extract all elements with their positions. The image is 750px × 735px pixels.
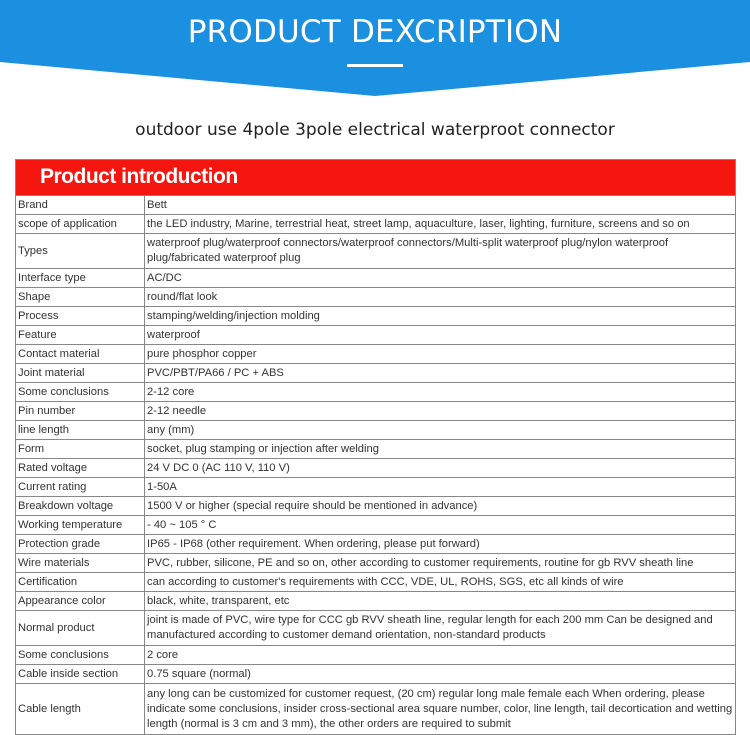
table-row — [16, 234, 736, 269]
spec-value: PVC, rubber, silicone, PE and so on, other according to customer requirements, routine for gb RVV sheath line — [145, 554, 736, 573]
spec-value: - 40 ~ 105 ° C — [145, 516, 736, 535]
spec-value: PVC/PBT/PA66 / PC + ABS — [145, 364, 736, 383]
spec-value: the LED industry, Marine, terrestrial heat, street lamp, aquaculture, laser, lighting, furniture, screens and so on — [145, 215, 736, 234]
table-row — [16, 535, 736, 554]
spec-value: stamping/welding/injection molding — [145, 307, 736, 326]
spec-key: Protection grade — [16, 535, 145, 554]
spec-value: can according to customer's requirements with CCC, VDE, UL, ROHS, SGS, etc all kinds of wire — [145, 573, 736, 592]
table-row — [16, 215, 736, 234]
spec-value: any long can be customized for customer request, (20 cm) regular long male female each When ordering, please indicate some conclusions, insider cross-sectional area square number, color, line length, tail decortication and wetting length (normal is 3 cm and 3 mm), the other orders are required to submit — [145, 684, 736, 735]
spec-key: Normal product — [16, 611, 145, 646]
spec-value: socket, plug stamping or injection after welding — [145, 440, 736, 459]
spec-key: Cable length — [16, 684, 145, 735]
intro-header-label: Product introduction — [40, 165, 238, 188]
table-row — [16, 646, 736, 665]
table-row — [16, 497, 736, 516]
spec-value: waterproof plug/waterproof connectors/waterproof connectors/Multi-split waterproof plug/nylon waterproof plug/fabricated waterproof plug — [145, 234, 736, 269]
table-row — [16, 516, 736, 535]
banner-title: PRODUCT DEXCRIPTION — [187, 14, 563, 50]
spec-key: Contact material — [16, 345, 145, 364]
spec-value: waterproof — [145, 326, 736, 345]
spec-key: Some conclusions — [16, 383, 145, 402]
table-row — [16, 440, 736, 459]
spec-key: Form — [16, 440, 145, 459]
header-banner — [0, 0, 750, 100]
intro-header — [15, 159, 736, 195]
spec-value: round/flat look — [145, 288, 736, 307]
spec-value: 24 V DC 0 (AC 110 V, 110 V) — [145, 459, 736, 478]
table-row — [16, 269, 736, 288]
spec-key: Shape — [16, 288, 145, 307]
spec-value: pure phosphor copper — [145, 345, 736, 364]
table-row — [16, 421, 736, 440]
spec-value: IP65 - IP68 (other requirement. When ordering, please put forward) — [145, 535, 736, 554]
table-row — [16, 345, 736, 364]
table-row — [16, 196, 736, 215]
spec-value: 1500 V or higher (special require should be mentioned in advance) — [145, 497, 736, 516]
spec-table — [15, 195, 736, 735]
spec-value: 0.75 square (normal) — [145, 665, 736, 684]
spec-section — [15, 159, 736, 735]
spec-key: Current rating — [16, 478, 145, 497]
spec-value: black, white, transparent, etc — [145, 592, 736, 611]
table-row — [16, 326, 736, 345]
spec-key: Appearance color — [16, 592, 145, 611]
table-row — [16, 383, 736, 402]
table-row — [16, 665, 736, 684]
spec-key: Interface type — [16, 269, 145, 288]
spec-key: Cable inside section — [16, 665, 145, 684]
table-row — [16, 478, 736, 497]
table-row — [16, 364, 736, 383]
spec-key: Certification — [16, 573, 145, 592]
spec-key: Process — [16, 307, 145, 326]
spec-value: 1-50A — [145, 478, 736, 497]
spec-key: Breakdown voltage — [16, 497, 145, 516]
spec-key: scope of application — [16, 215, 145, 234]
spec-value: 2-12 core — [145, 383, 736, 402]
spec-key: Types — [16, 234, 145, 269]
table-row — [16, 554, 736, 573]
table-row — [16, 459, 736, 478]
spec-value: 2 core — [145, 646, 736, 665]
table-row — [16, 307, 736, 326]
spec-key: Some conclusions — [16, 646, 145, 665]
spec-key: Feature — [16, 326, 145, 345]
spec-value: any (mm) — [145, 421, 736, 440]
spec-key: Joint material — [16, 364, 145, 383]
spec-value: Bett — [145, 196, 736, 215]
spec-key: Brand — [16, 196, 145, 215]
spec-key: Working temperature — [16, 516, 145, 535]
spec-key: Rated voltage — [16, 459, 145, 478]
table-row — [16, 611, 736, 646]
spec-key: Pin number — [16, 402, 145, 421]
table-row — [16, 592, 736, 611]
spec-value: joint is made of PVC, wire type for CCC gb RVV sheath line, regular length for each 200 mm Can be designed and manufactured according to customer demand orientation, non-standard products — [145, 611, 736, 646]
table-row — [16, 288, 736, 307]
table-row — [16, 402, 736, 421]
spec-key: Wire materials — [16, 554, 145, 573]
spec-value: AC/DC — [145, 269, 736, 288]
spec-value: 2-12 needle — [145, 402, 736, 421]
product-title: outdoor use 4pole 3pole electrical waterproot connector — [135, 120, 615, 140]
table-row — [16, 573, 736, 592]
table-row — [16, 684, 736, 735]
banner-underline — [347, 64, 403, 67]
spec-key: line length — [16, 421, 145, 440]
